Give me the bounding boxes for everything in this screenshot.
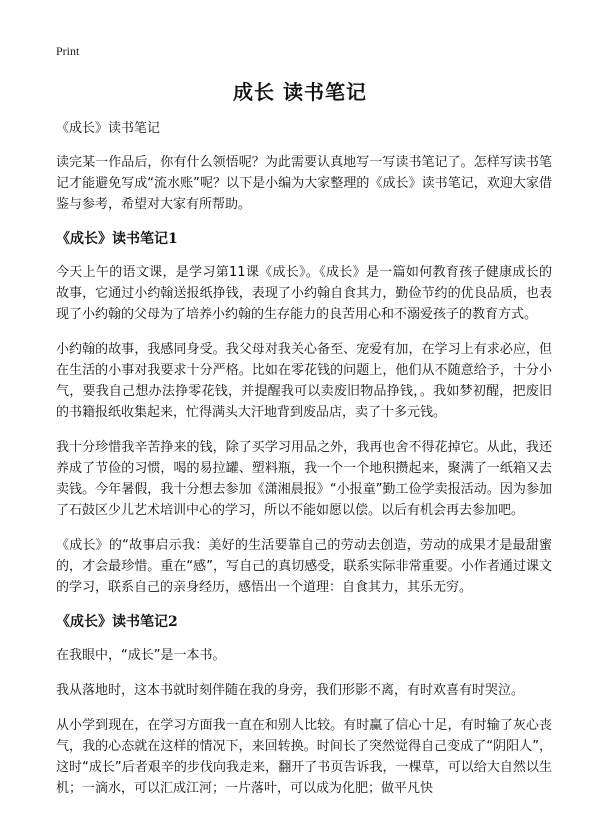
paragraph: 我从落地时，这本书就时刻伴随在我的身旁，我们形影不离，有时欢喜有时哭泣。	[56, 683, 525, 698]
section-notes-2	[56, 612, 552, 799]
paragraph: 今天上午的语文课，是学习第11课《成长》。《成长》是一篇如何教育孩子健康成长的故事，它通过小约翰送报纸挣钱，表现了小约翰自食其力，勤俭节约的优良品质，也表现了小约翰的父母为了培养小约翰的生存能力的良苦用心和不溺爱孩子的教育方式。	[56, 265, 552, 322]
print-link[interactable]: Print	[56, 44, 80, 58]
section-heading: 《成长》读书笔记1	[56, 231, 178, 247]
paragraph: 《成长》的“故事启示我：美好的生活要靠自己的劳动去创造，劳动的成果才是最甜蜜的，才会最珍惜。重在“感”，写自己的真切感受，联系实际非常重要。小作者通过课文的学习，联系自己的亲身经历，感悟出一个道理：自食其力，其乐无穷。	[56, 538, 552, 595]
intro-paragraph: 读完某一作品后，你有什么领悟呢？为此需要认真地写一写读书笔记了。怎样写读书笔记才能避免写成“流水账”呢？以下是小编为大家整理的《成长》读书笔记，欢迎大家借鉴与参考，希望对大家有所帮助。	[56, 155, 552, 212]
paragraph: 在我眼中，“成长”是一本书。	[56, 648, 226, 663]
section-heading: 《成长》读书笔记2	[56, 614, 178, 630]
article-subtitle: 《成长》读书笔记	[56, 121, 161, 136]
paragraph: 从小学到现在，在学习方面我一直在和别人比较。有时赢了信心十足，有时输了灰心丧气，我的心态就在这样的情况下，来回转换。时间长了突然觉得自己变成了“阴阳人”，这时“成长”后者艰辛的步伐向我走来，翻开了书页告诉我，一棵草，可以给大自然以生机；一滴水，可以汇成江河；一片落叶，可以成为化肥；做平凡快	[56, 718, 552, 796]
article-body	[56, 118, 552, 813]
paragraph: 我十分珍惜我辛苦挣来的钱，除了买学习用品之外，我再也舍不得花掉它。从此，我还养成了节俭的习惯，喝的易拉罐、塑料瓶，我一个一个地积攒起来，聚满了一纸箱又去卖钱。今年暑假，我十分想去参加《潇湘晨报》“小报童”勤工俭学卖报活动。因为参加了石鼓区少儿艺术培训中心的学习，所以不能如愿以偿。以后有机会再去参加吧。	[56, 440, 552, 518]
section-notes-1	[56, 229, 552, 598]
paragraph: 小约翰的故事，我感同身受。我父母对我关心备至、宠爱有加，在学习上有求必应，但在生活的小事对我要求十分严格。比如在零花钱的问题上，他们从不随意给予，十分小气，要我自己想办法挣零花钱，并提醒我可以卖废旧物品挣钱，。我如梦初醒，把废旧的书籍报纸收集起来，忙得满头大汗地背到废品店，卖了十多元钱。	[56, 342, 552, 420]
page-title: 成长 读书笔记	[233, 80, 367, 104]
